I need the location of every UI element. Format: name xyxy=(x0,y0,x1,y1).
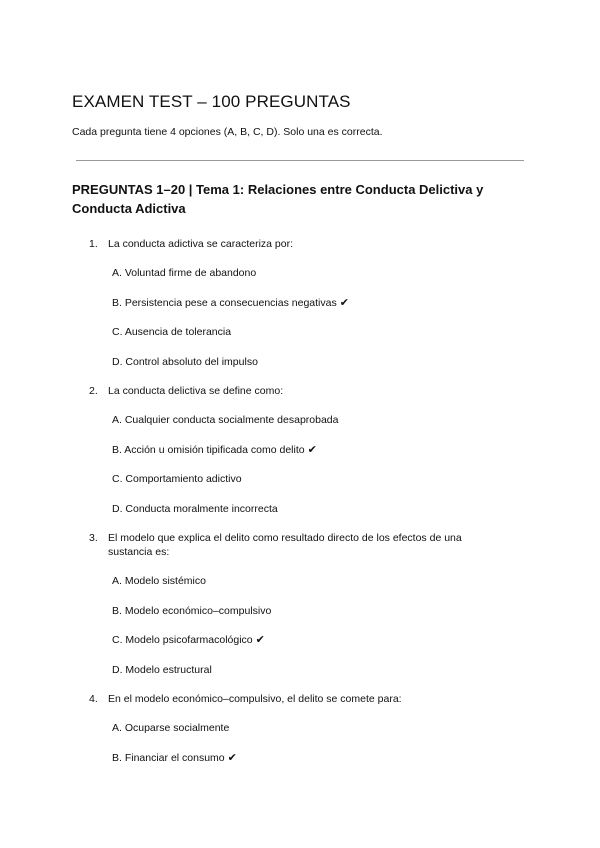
answer-option xyxy=(0,355,600,369)
answer-option-text: B. Financiar el consumo xyxy=(112,751,225,764)
answer-option xyxy=(0,266,600,280)
option-list xyxy=(0,413,600,516)
document-title: EXAMEN TEST – 100 PREGUNTAS xyxy=(72,92,351,111)
question-text: En el modelo económico–compulsivo, el delito se comete para: xyxy=(108,693,402,705)
answer-option-text: C. Comportamiento adictivo xyxy=(112,473,242,485)
question-stem xyxy=(0,531,488,559)
question-item xyxy=(0,531,600,677)
option-list xyxy=(0,721,600,765)
answer-option-text: B. Acción u omisión tipificada como delito xyxy=(112,443,305,456)
check-mark-icon: ✔ xyxy=(339,296,349,309)
document-intro: Cada pregunta tiene 4 opciones (A, B, C, D). Solo una es correcta. xyxy=(72,126,383,138)
answer-option xyxy=(0,472,600,486)
check-mark-icon: ✔ xyxy=(227,751,237,764)
option-list xyxy=(0,574,600,677)
answer-option-text: B. Modelo económico–compulsivo xyxy=(112,604,272,617)
answer-option-text: D. Conducta moralmente incorrecta xyxy=(112,502,278,515)
answer-option xyxy=(0,663,600,677)
question-text: El modelo que explica el delito como resultado directo de los efectos de una sustancia es: xyxy=(108,532,462,558)
question-number: 2. xyxy=(89,385,98,397)
answer-option xyxy=(0,633,600,647)
question-stem xyxy=(0,237,488,251)
answer-option xyxy=(0,502,600,516)
answer-option-text: C. Modelo psicofarmacológico xyxy=(112,634,253,646)
answer-option xyxy=(0,296,600,310)
question-number: 4. xyxy=(89,693,98,705)
answer-option-text: C. Ausencia de tolerancia xyxy=(112,326,232,338)
question-stem xyxy=(0,384,488,398)
answer-option-text: A. Cualquier conducta socialmente desaprobada xyxy=(112,414,339,426)
answer-option xyxy=(0,574,600,588)
answer-option-text: B. Persistencia pese a consecuencias negativas xyxy=(112,296,337,309)
horizontal-divider xyxy=(76,160,524,161)
answer-option-text: A. Ocuparse socialmente xyxy=(112,722,230,734)
option-list xyxy=(0,266,600,369)
answer-option-text: A. Modelo sistémico xyxy=(112,575,206,587)
question-number: 1. xyxy=(89,238,98,250)
answer-option xyxy=(0,751,600,765)
check-mark-icon: ✔ xyxy=(307,443,317,456)
answer-option xyxy=(0,413,600,427)
answer-option xyxy=(0,325,600,339)
question-stem xyxy=(0,692,488,706)
question-item xyxy=(0,237,600,369)
section-heading: PREGUNTAS 1–20 | Tema 1: Relaciones entre Conducta Delictiva y Conducta Adictiva xyxy=(72,182,484,216)
question-item xyxy=(0,692,600,765)
question-text: La conducta adictiva se caracteriza por: xyxy=(108,238,294,250)
answer-option xyxy=(0,721,600,735)
question-item xyxy=(0,384,600,516)
answer-option xyxy=(0,604,600,618)
question-list xyxy=(0,237,600,780)
answer-option-text: A. Voluntad firme de abandono xyxy=(112,267,257,279)
answer-option xyxy=(0,443,600,457)
check-mark-icon: ✔ xyxy=(255,634,265,646)
answer-option-text: D. Modelo estructural xyxy=(112,663,212,676)
question-number: 3. xyxy=(89,532,98,544)
question-text: La conducta delictiva se define como: xyxy=(108,385,284,397)
answer-option-text: D. Control absoluto del impulso xyxy=(112,355,258,368)
